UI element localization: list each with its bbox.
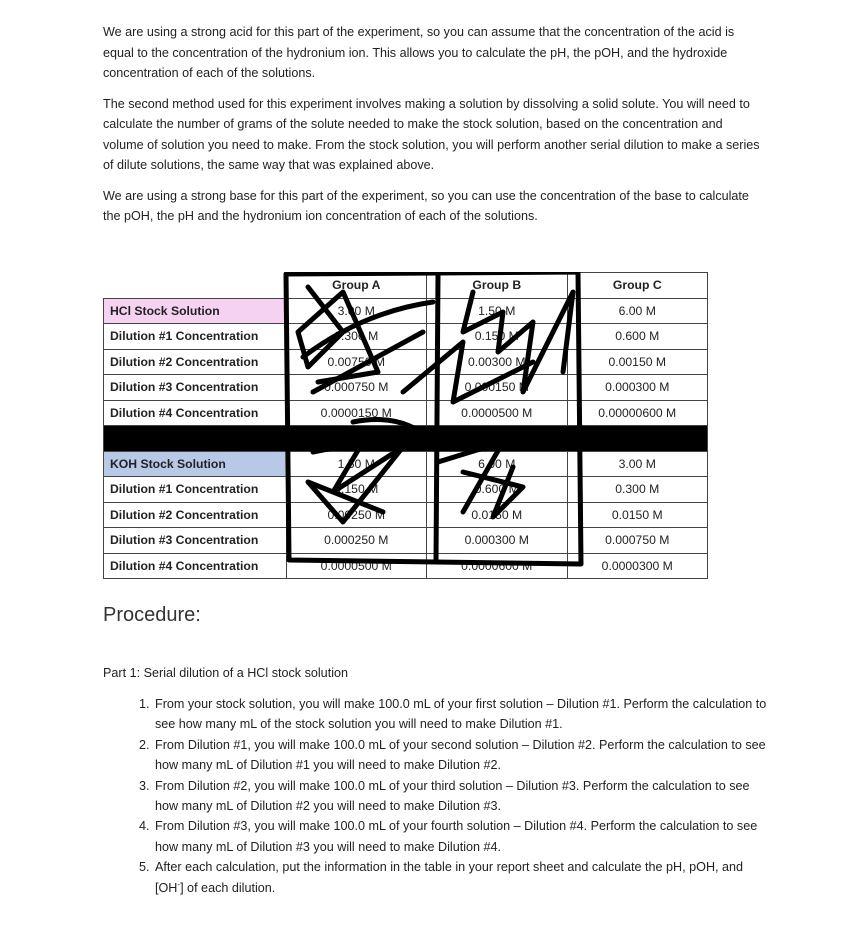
procedure-steps bbox=[128, 694, 773, 898]
cell-group-c: 0.00150 M bbox=[567, 349, 708, 375]
list-item: 1. From your stock solution, you will make 100.0 mL of your first solution – Dilution #1. Perform the calculation to see how many mL of the stock solution you will need to make Dilution #1. bbox=[153, 694, 773, 735]
step5-superscript: - bbox=[177, 879, 181, 889]
cell-group-a: 0.150 M bbox=[286, 477, 427, 503]
cell-group-b: 0.000300 M bbox=[427, 528, 568, 554]
cell-group-b: 0.0000600 M bbox=[427, 553, 568, 579]
cell-group-b: 0.0000500 M bbox=[427, 400, 568, 426]
row-label: Dilution #4 Concentration bbox=[104, 400, 287, 426]
paragraph-second-method: The second method used for this experiment involves making a solution by dissolving a solid solute. You will need to calculate the number of grams of the solute needed to make the stock solution, based on the concentration and volume of solution you need to make. From the stock solution, you will perform another serial dilution to make a series of dilute solutions, the same way that was explained above. bbox=[103, 96, 760, 172]
row-label: Dilution #1 Concentration bbox=[104, 324, 287, 350]
header-blank-cell bbox=[104, 273, 287, 299]
cell-group-b: 0.000150 M bbox=[427, 375, 568, 401]
cell-group-a: 3.00 M bbox=[286, 298, 427, 324]
list-item bbox=[153, 857, 773, 898]
table-row bbox=[104, 324, 708, 350]
cell-group-b: 0.600 M bbox=[427, 477, 568, 503]
table-row bbox=[104, 451, 708, 477]
table-header-row bbox=[104, 273, 708, 299]
concentration-table bbox=[103, 272, 708, 573]
row-label: Dilution #2 Concentration bbox=[104, 502, 287, 528]
cell-group-c: 3.00 M bbox=[567, 451, 708, 477]
intro-text bbox=[103, 22, 763, 237]
cell-group-a: 0.0000500 M bbox=[286, 553, 427, 579]
list-item: 3. From Dilution #2, you will make 100.0 mL of your third solution – Dilution #3. Perform the calculation to see how many mL of Dilution #2 you will need to make Dilution #3. bbox=[153, 776, 773, 817]
header-group-b: Group B bbox=[427, 273, 568, 299]
cell-group-c: 0.000300 M bbox=[567, 375, 708, 401]
row-label: Dilution #1 Concentration bbox=[104, 477, 287, 503]
cell-group-a: 0.300 M bbox=[286, 324, 427, 350]
header-group-c: Group C bbox=[567, 273, 708, 299]
row-label: Dilution #3 Concentration bbox=[104, 375, 287, 401]
table-row bbox=[104, 528, 708, 554]
procedure-heading: Procedure: bbox=[103, 604, 201, 626]
table-row bbox=[104, 400, 708, 426]
row-label: Dilution #2 Concentration bbox=[104, 349, 287, 375]
part1-title: Part 1: Serial dilution of a HCl stock solution bbox=[103, 666, 348, 680]
cell-group-a: 0.00750 M bbox=[286, 349, 427, 375]
table-row bbox=[104, 298, 708, 324]
row-label: KOH Stock Solution bbox=[104, 451, 287, 477]
cell-group-c: 6.00 M bbox=[567, 298, 708, 324]
cell-group-b: 6.00 M bbox=[427, 451, 568, 477]
cell-group-c: 0.000750 M bbox=[567, 528, 708, 554]
cell-group-c: 0.0000300 M bbox=[567, 553, 708, 579]
cell-group-a: 0.000750 M bbox=[286, 375, 427, 401]
cell-group-a: 0.00250 M bbox=[286, 502, 427, 528]
concentration-grid bbox=[103, 272, 708, 579]
list-item: 4. From Dilution #3, you will make 100.0 mL of your fourth solution – Dilution #4. Perform the calculation to see how many mL of Dilution #3 you will need to make Dilution #4. bbox=[153, 816, 773, 857]
cell-group-c: 0.00000600 M bbox=[567, 400, 708, 426]
cell-group-b: 0.0150 M bbox=[427, 502, 568, 528]
table-row bbox=[104, 375, 708, 401]
cell-group-c: 0.0150 M bbox=[567, 502, 708, 528]
table-separator-bar bbox=[104, 426, 708, 452]
row-label: Dilution #3 Concentration bbox=[104, 528, 287, 554]
header-group-a: Group A bbox=[286, 273, 427, 299]
table-row bbox=[104, 349, 708, 375]
table-row bbox=[104, 502, 708, 528]
cell-group-b: 1.50 M bbox=[427, 298, 568, 324]
cell-group-b: 0.150 M bbox=[427, 324, 568, 350]
row-label: HCl Stock Solution bbox=[104, 298, 287, 324]
cell-group-a: 0.0000150 M bbox=[286, 400, 427, 426]
row-label: Dilution #4 Concentration bbox=[104, 553, 287, 579]
paragraph-strong-acid: We are using a strong acid for this part of the experiment, so you can assume that the concentration of the acid is equal to the concentration of the hydronium ion. This allows you to calculate the pH, the pOH, and the hydroxide concentration of each of the solutions. bbox=[103, 25, 735, 80]
paragraph-strong-base: We are using a strong base for this part of the experiment, so you can use the concentration of the base to calculate the pOH, the pH and the hydronium ion concentration of each of the solutions. bbox=[103, 188, 749, 223]
cell-group-b: 0.00300 M bbox=[427, 349, 568, 375]
table-spacer-row bbox=[104, 426, 708, 452]
cell-group-c: 0.600 M bbox=[567, 324, 708, 350]
step5-end: ] of each dilution. bbox=[180, 880, 276, 895]
cell-group-a: 1.50 M bbox=[286, 451, 427, 477]
table-row bbox=[104, 553, 708, 579]
cell-group-a: 0.000250 M bbox=[286, 528, 427, 554]
cell-group-c: 0.300 M bbox=[567, 477, 708, 503]
list-item: 2. From Dilution #1, you will make 100.0 mL of your second solution – Dilution #2. Perform the calculation to see how many mL of Dilution #1 you will need to make Dilution #2. bbox=[153, 735, 773, 776]
table-row bbox=[104, 477, 708, 503]
step5-text: After each calculation, put the information in the table in your report sheet and calculate the pH, pOH, and [OH bbox=[155, 860, 744, 895]
